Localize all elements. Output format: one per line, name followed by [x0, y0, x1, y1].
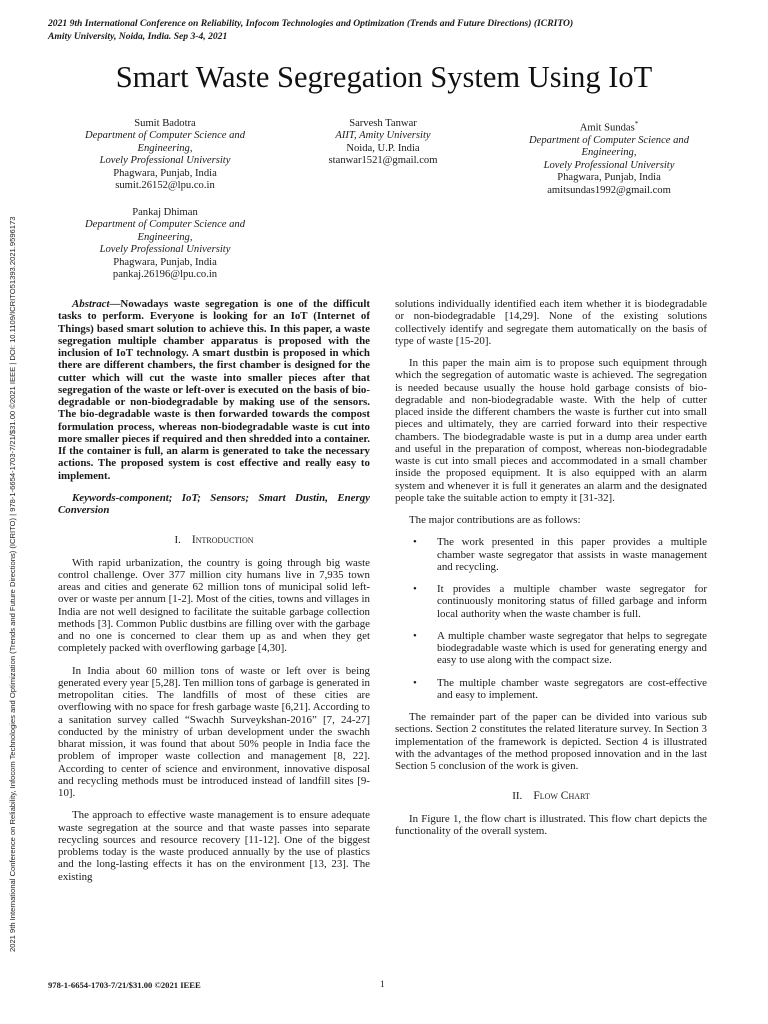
- paper-title: Smart Waste Segregation System Using IoT: [115, 60, 653, 94]
- left-column: [58, 298, 370, 893]
- author-block-2: [290, 118, 476, 168]
- list-item-text: A multiple chamber waste segregator that helps to segregate biodegradable waste which is used for generating energy and easy to use along with the compact size.: [437, 629, 707, 667]
- list-item-text: It provides a multiple chamber waste segregator for continuously monitoring status of filled garbage and inform local authority when the waste chamber is full.: [437, 583, 707, 620]
- author-univ: Lovely Professional University: [543, 159, 675, 171]
- author-email: amitsundas1992@gmail.com: [547, 184, 671, 196]
- author-name: Sarvesh Tanwar: [349, 118, 417, 129]
- section-heading-introduction: [58, 534, 370, 546]
- author-dept: Department of Computer Science and Engineering,: [84, 219, 246, 243]
- list-item: [395, 630, 707, 667]
- list-item: [395, 583, 707, 620]
- flow-paragraph: In Figure 1, the flow chart is illustrated. This flow chart depicts the functionality of the overall system.: [395, 812, 707, 837]
- right-paragraph-1: solutions individually identified each item whether it is biodegradable or non-biodegradable [14,29]. None of the existing solutions collectively identify and segregate them automatically on the basis of type of waste [15-20].: [395, 298, 707, 347]
- author-email: pankaj.26196@lpu.co.in: [112, 269, 218, 281]
- abstract-text: —Nowadays waste segregation is one of the difficult tasks to perform. Everyone is looking for an IoT (Internet of Things) based smart solution to achieve this. In this paper, a waste segregation multiple chamber apparatus is proposed with the inclusion of IoT technology. A smart dustbin is proposed in which there are different chambers, the first chamber is designed for the cutter which will cut the waste into smaller pieces after that segregation of the waste or left-over is executed on the basis of bio-degradable or non-biodegradable by making use of the sensors. The bio-degradable waste is then forwarded towards the compost formulation process, whereas non-biodegradable waste is cut into more smaller pieces if required and then shredded into a container. If the container is full, an alarm is generated to take the necessary actions. The proposed system is cost effective and really easy to implement.: [58, 298, 370, 482]
- contributions-intro: The major contributions are as follows:: [409, 514, 581, 526]
- abstract-lead: Abstract: [72, 298, 110, 310]
- right-paragraph-2: In this paper the main aim is to propose such equipment through which the segregation of automatic waste is achieved. The segregation is needed because usually the house hold garbage consists of bio-degradable and non-biodegradable waste. With the help of cutter placed inside the different chambers the waste is further cut into small pieces and ultimately, they are carried forward into their respective chambers. The biodegradable waste is put in a dump area under earth and useful in the preparation of compost, whereas non-biodegradable waste is cut into small pieces and accommodated in a small chamber inside the proposed equipment. It is also equipped with an alarm system and whenever it is full it generates an alarm and the designated people take the suitable action to empty it [31-32].: [395, 357, 707, 504]
- author-block-3: [504, 118, 714, 197]
- section-title: Introduction: [191, 534, 254, 547]
- conference-line-1: 2021 9th International Conference on Reliability, Infocom Technologies and Optimization (Trends and Future Directions) (ICRITO): [48, 18, 574, 29]
- author-block-4: [62, 207, 268, 281]
- right-column: [395, 298, 707, 847]
- side-banner: 2021 9th International Conference on Reliability, Infocom Technologies and Optimization (Trends and Future Directions) (ICRITO) | 978-1-6654-1703-7/21/$31.00 ©2021 IEEE | DOI: 10.1109/ICRITO51393.2021.9596173: [8, 216, 17, 952]
- author-name: Pankaj Dhiman: [132, 207, 198, 218]
- abstract: [58, 298, 370, 482]
- author-location: Phagwara, Punjab, India: [557, 172, 661, 184]
- author-name-line: [504, 118, 714, 135]
- author-location: Phagwara, Punjab, India: [113, 256, 217, 268]
- bullet-icon: •: [413, 583, 417, 595]
- keywords: Keywords-component; IoT; Sensors; Smart Dustin, Energy Conversion: [58, 491, 370, 516]
- author-dept: AIIT, Amity University: [335, 130, 431, 142]
- author-univ: Lovely Professional University: [99, 244, 231, 256]
- list-item: [395, 536, 707, 573]
- page-number: 1: [380, 980, 385, 990]
- list-item-text: The multiple chamber waste segregators are cost-effective and easy to implement.: [437, 676, 707, 701]
- bullet-icon: •: [413, 536, 417, 549]
- author-block-1: [62, 118, 268, 192]
- author-dept: Department of Computer Science and Engineering,: [528, 134, 690, 159]
- author-univ: Lovely Professional University: [99, 155, 231, 167]
- author-email: sumit.26152@lpu.co.in: [115, 180, 215, 192]
- author-name: Amit Sundas: [579, 122, 635, 134]
- author-location: Phagwara, Punjab, India: [113, 167, 217, 179]
- author-location: Noida, U.P. India: [346, 142, 420, 154]
- author-mark: *: [634, 120, 639, 128]
- section-number: II.: [512, 790, 523, 803]
- bullet-icon: •: [413, 629, 417, 642]
- intro-paragraph-3: The approach to effective waste management is to ensure adequate waste segregation at the source and that waste passes into separate recycling sources and resource recovery [11-12]. One of the biggest problems today is the waste produced annually by the use of plastics and the long-lasting effects it has on the environment [13, 23]. The existing: [58, 809, 370, 883]
- section-title: Flow Chart: [533, 790, 590, 803]
- author-dept: Department of Computer Science and Engineering,: [84, 130, 246, 154]
- conference-line-2: Amity University, Noida, India. Sep 3-4, 2021: [48, 30, 228, 42]
- section-number: I.: [174, 534, 181, 547]
- section-heading-flow-chart: [395, 790, 707, 802]
- conference-header: [48, 18, 573, 43]
- bullet-icon: •: [413, 676, 417, 689]
- intro-paragraph-2: In India about 60 million tons of waste or left over is being generated every year [5,28]. Ten million tons of garbage is generated in metropolitan cities. The landfills of most of these cities are overflowing with no space for fresh garbage waste [6,21]. According to a sanitation survey called “Swachh Surveykshan-2016” [7, 24-27] conducted by the ministry of urban development under the swachh bharat mission, it was found that about 50% people in India face the problem of improper waste collection and management [8, 22]. According to center of science and environment, innovative disposal and recycling methods must be introduced instead of landfill sites [9-10].: [58, 664, 370, 799]
- list-item-text: The work presented in this paper provides a multiple chamber waste segregator that assists in waste management and recycling.: [437, 536, 707, 573]
- intro-paragraph-1: With rapid urbanization, the country is going through big waste control challenge. Over 377 million city humans live in 7,935 town areas and cities and generate 62 million tons of municipal solid left-over or waste per annum [1-2]. Most of the cities, towns and villages in India are not well designed to facilitate the suitable garbage collection methods [3]. Common Public dustbins are filling over with the garbage and no one is concerned to clear them up as and when they get completely packed with overflowing garbage [4,30].: [58, 556, 370, 655]
- copyright-footer: 978-1-6654-1703-7/21/$31.00 ©2021 IEEE: [48, 980, 201, 990]
- author-name: Sumit Badotra: [134, 118, 196, 129]
- list-item: [395, 677, 707, 702]
- contributions-list: [395, 536, 707, 701]
- author-email: stanwar1521@gmail.com: [328, 155, 438, 167]
- remainder-paragraph: The remainder part of the paper can be divided into various sub sections. Section 2 constitutes the related literature survey. In Section 3 implementation of the framework is depicted. Section 4 is illustrated with the advantages of the method proposed innovation and in the last Section 5 conclusion of the work is given.: [395, 711, 707, 772]
